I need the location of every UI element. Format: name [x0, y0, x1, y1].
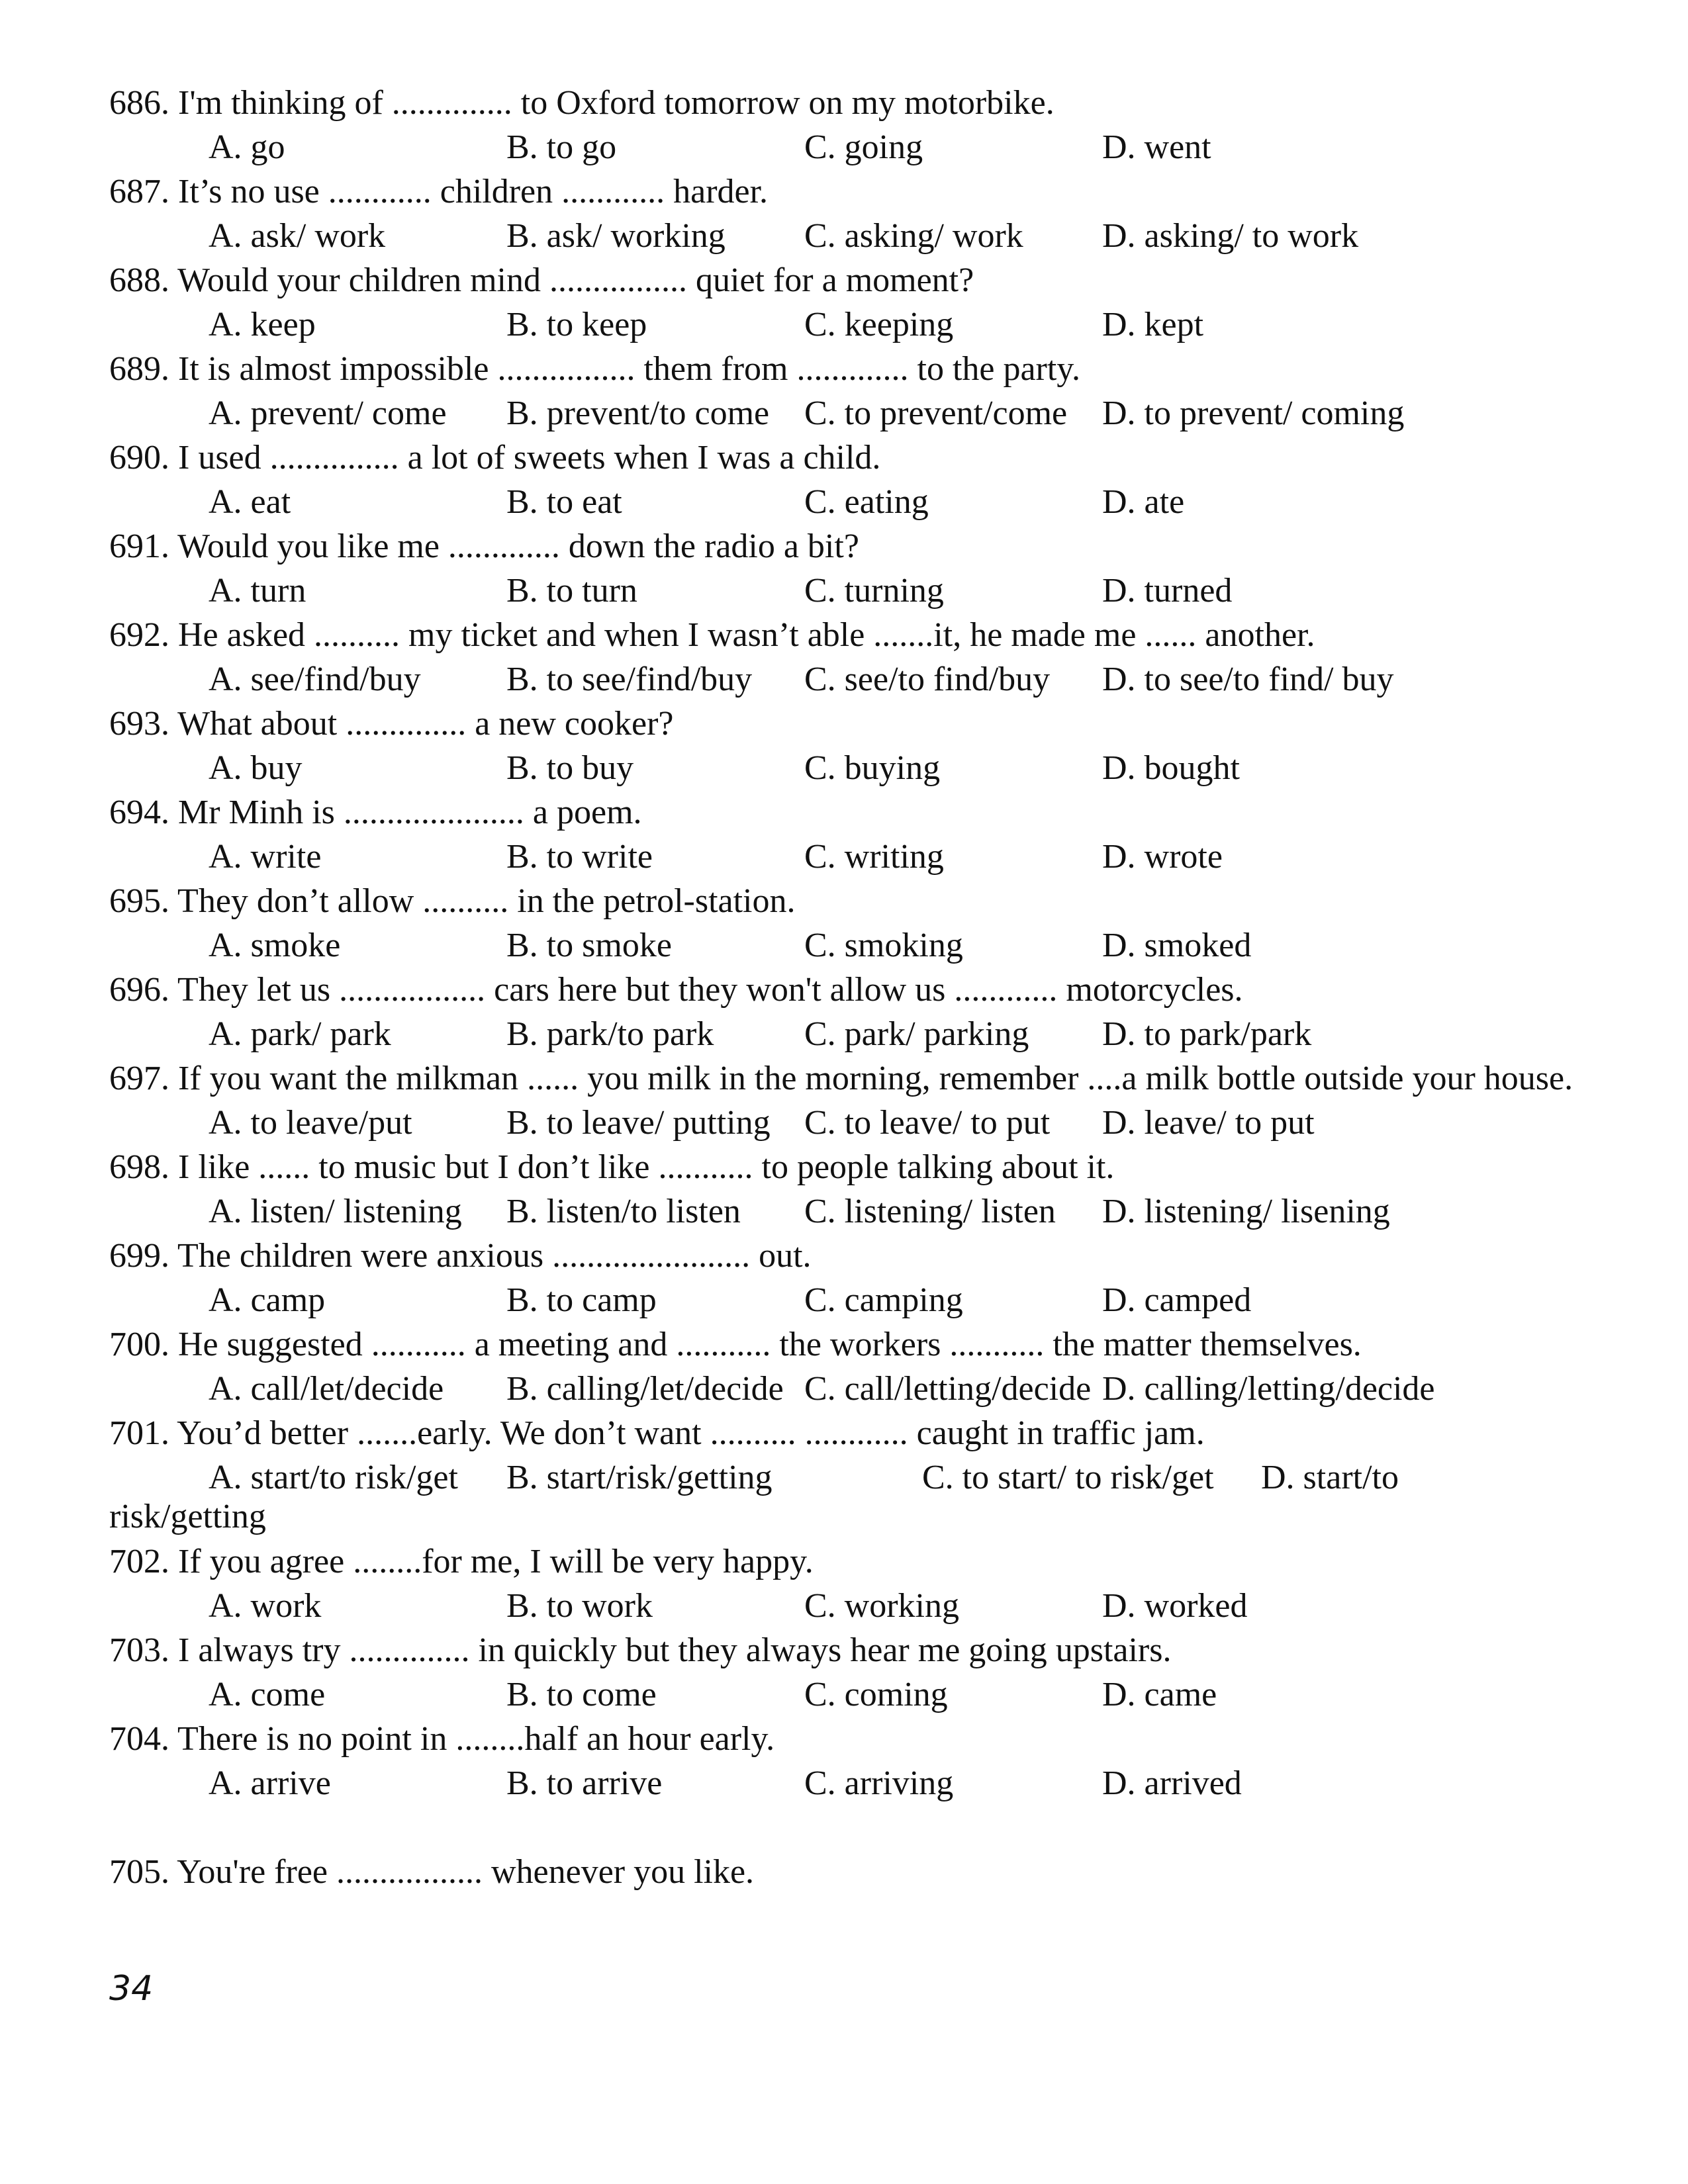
option-c: C. going — [804, 128, 923, 166]
question-stem: 687. It’s no use ............ children ............ harder. — [109, 173, 769, 210]
question-693 — [109, 702, 1592, 790]
option-c: C. turning — [804, 572, 944, 610]
option-b: B. to go — [506, 128, 617, 166]
blank-spacer — [109, 1805, 1592, 1850]
option-a: A. work — [209, 1587, 322, 1625]
answer-options — [109, 1189, 1592, 1234]
option-b: B. to write — [506, 838, 653, 876]
option-a: A. come — [209, 1676, 326, 1713]
option-d: D. asking/ to work — [1102, 217, 1359, 255]
answer-options — [109, 569, 1592, 613]
option-c: C. asking/ work — [804, 217, 1023, 255]
option-c: C. writing — [804, 838, 944, 876]
answer-options — [109, 302, 1592, 347]
answer-options — [109, 1012, 1592, 1056]
option-b: B. to arrive — [506, 1764, 663, 1802]
option-c: C. listening/ listen — [804, 1193, 1056, 1230]
option-d: D. came — [1102, 1676, 1217, 1713]
question-699 — [109, 1234, 1592, 1322]
option-d: D. listening/ lisening — [1102, 1193, 1390, 1230]
answer-options — [109, 657, 1592, 702]
question-stem: 694. Mr Minh is ..................... a poem. — [109, 794, 642, 831]
answer-options — [109, 1584, 1592, 1628]
question-stem: 689. It is almost impossible ................ them from ............. to the party. — [109, 350, 1080, 388]
option-d: D. to park/park — [1102, 1015, 1312, 1053]
option-b: B. to camp — [506, 1281, 657, 1319]
answer-options — [109, 1672, 1592, 1717]
question-701 — [109, 1411, 1592, 1539]
option-b: B. to come — [506, 1676, 657, 1713]
question-698 — [109, 1145, 1592, 1234]
option-b: B. to buy — [506, 749, 634, 787]
option-a: A. buy — [209, 749, 303, 787]
option-a: A. ask/ work — [209, 217, 386, 255]
option-d: D. smoked — [1102, 927, 1252, 964]
option-d: D. camped — [1102, 1281, 1252, 1319]
option-d: D. calling/letting/decide — [1102, 1370, 1435, 1408]
option-c: C. buying — [804, 749, 941, 787]
answer-options — [109, 125, 1592, 169]
option-c: C. see/to find/buy — [804, 660, 1051, 698]
option-c: C. keeping — [804, 306, 954, 343]
question-stem: 705. You're free ................. whenever you like. — [109, 1853, 755, 1891]
question-stem: 704. There is no point in ........half an hour early. — [109, 1720, 775, 1758]
option-c: C. working — [804, 1587, 959, 1625]
question-686 — [109, 81, 1592, 169]
option-b: B. to see/find/buy — [506, 660, 753, 698]
option-a: A. keep — [209, 306, 316, 343]
option-c: C. to start/ to risk/get — [922, 1459, 1214, 1496]
question-691 — [109, 524, 1592, 613]
option-a: A. turn — [209, 572, 306, 610]
option-d: D. ate — [1102, 483, 1185, 521]
option-b: B. to leave/ putting — [506, 1104, 771, 1142]
answer-options — [109, 1101, 1592, 1145]
question-688 — [109, 258, 1592, 347]
answer-options — [109, 1278, 1592, 1322]
question-stem: 702. If you agree ........for me, I will be very happy. — [109, 1543, 814, 1580]
question-700 — [109, 1322, 1592, 1411]
option-d: D. start/to — [1261, 1459, 1399, 1496]
option-d: D. leave/ to put — [1102, 1104, 1315, 1142]
question-697 — [109, 1056, 1592, 1145]
question-stem: 686. I'm thinking of .............. to Oxford tomorrow on my motorbike. — [109, 84, 1055, 122]
option-d: D. wrote — [1102, 838, 1223, 876]
option-a: A. call/let/decide — [209, 1370, 444, 1408]
question-696 — [109, 968, 1592, 1056]
answer-options — [109, 391, 1592, 435]
option-b: B. park/to park — [506, 1015, 714, 1053]
question-stem: 693. What about .............. a new cooker? — [109, 705, 674, 743]
answer-options — [109, 1455, 1592, 1500]
option-a: A. arrive — [209, 1764, 331, 1802]
option-c: C. to prevent/come — [804, 394, 1068, 432]
answer-options — [109, 923, 1592, 968]
option-b: B. calling/let/decide — [506, 1370, 784, 1408]
option-a: A. start/to risk/get — [209, 1459, 458, 1496]
option-d: D. arrived — [1102, 1764, 1242, 1802]
option-a: A. write — [209, 838, 322, 876]
option-c: C. call/letting/decide — [804, 1370, 1092, 1408]
option-d: D. to see/to find/ buy — [1102, 660, 1394, 698]
option-c: C. coming — [804, 1676, 948, 1713]
question-702 — [109, 1539, 1592, 1628]
question-stem: 703. I always try .............. in quickly but they always hear me going upstairs. — [109, 1631, 1172, 1669]
option-b: B. to turn — [506, 572, 637, 610]
option-d-continuation: risk/getting — [109, 1498, 266, 1535]
question-695 — [109, 879, 1592, 968]
option-a: A. see/find/buy — [209, 660, 421, 698]
option-c: C. camping — [804, 1281, 963, 1319]
answer-options — [109, 480, 1592, 524]
answer-options — [109, 214, 1592, 258]
question-690 — [109, 435, 1592, 524]
answer-options — [109, 746, 1592, 790]
question-stem: 697. If you want the milkman ...... you milk in the morning, remember ....a milk bottle outside your house. — [109, 1060, 1573, 1097]
option-c: C. eating — [804, 483, 929, 521]
option-b: B. start/risk/getting — [506, 1459, 773, 1496]
option-a: A. camp — [209, 1281, 326, 1319]
answer-options — [109, 835, 1592, 879]
question-stem: 692. He asked .......... my ticket and when I wasn’t able .......it, he made me ...... another. — [109, 616, 1315, 654]
question-704 — [109, 1717, 1592, 1805]
option-a: A. listen/ listening — [209, 1193, 462, 1230]
option-c: C. smoking — [804, 927, 963, 964]
question-stem: 698. I like ...... to music but I don’t like ........... to people talking about it. — [109, 1148, 1115, 1186]
question-stem: 690. I used ............... a lot of sweets when I was a child. — [109, 439, 881, 477]
option-a: A. go — [209, 128, 285, 166]
question-703 — [109, 1628, 1592, 1717]
question-687 — [109, 169, 1592, 258]
option-b: B. to smoke — [506, 927, 672, 964]
question-stem: 691. Would you like me ............. down the radio a bit? — [109, 527, 859, 565]
option-b: B. to keep — [506, 306, 647, 343]
option-b: B. prevent/to come — [506, 394, 770, 432]
question-694 — [109, 790, 1592, 879]
option-b: B. ask/ working — [506, 217, 726, 255]
option-d: D. kept — [1102, 306, 1204, 343]
page-number: 34 — [109, 1969, 154, 2009]
question-stem: 701. You’d better .......early. We don’t want .......... ............ caught in traffic jam. — [109, 1414, 1205, 1452]
question-705 — [109, 1850, 1592, 1894]
option-b: B. to work — [506, 1587, 653, 1625]
question-stem: 700. He suggested ........... a meeting and ........... the workers ........... the matter themselves. — [109, 1326, 1362, 1363]
answer-options — [109, 1761, 1592, 1805]
question-stem: 695. They don’t allow .......... in the petrol-station. — [109, 882, 796, 920]
question-list — [109, 81, 1592, 1894]
option-b: B. listen/to listen — [506, 1193, 741, 1230]
question-692 — [109, 613, 1592, 702]
option-a: A. prevent/ come — [209, 394, 447, 432]
option-d: D. worked — [1102, 1587, 1248, 1625]
option-d: D. to prevent/ coming — [1102, 394, 1405, 432]
option-c: C. park/ parking — [804, 1015, 1029, 1053]
option-a: A. park/ park — [209, 1015, 391, 1053]
question-stem: 699. The children were anxious ....................... out. — [109, 1237, 812, 1275]
option-c: C. arriving — [804, 1764, 954, 1802]
option-d: D. went — [1102, 128, 1211, 166]
option-d: D. turned — [1102, 572, 1233, 610]
option-a: A. smoke — [209, 927, 341, 964]
question-stem: 688. Would your children mind ................ quiet for a moment? — [109, 261, 974, 299]
question-689 — [109, 347, 1592, 435]
option-b: B. to eat — [506, 483, 622, 521]
option-a: A. to leave/put — [209, 1104, 412, 1142]
option-c: C. to leave/ to put — [804, 1104, 1051, 1142]
option-a: A. eat — [209, 483, 291, 521]
question-stem: 696. They let us ................. cars here but they won't allow us ............ motorcycles. — [109, 971, 1243, 1009]
option-d: D. bought — [1102, 749, 1240, 787]
answer-options — [109, 1367, 1592, 1411]
